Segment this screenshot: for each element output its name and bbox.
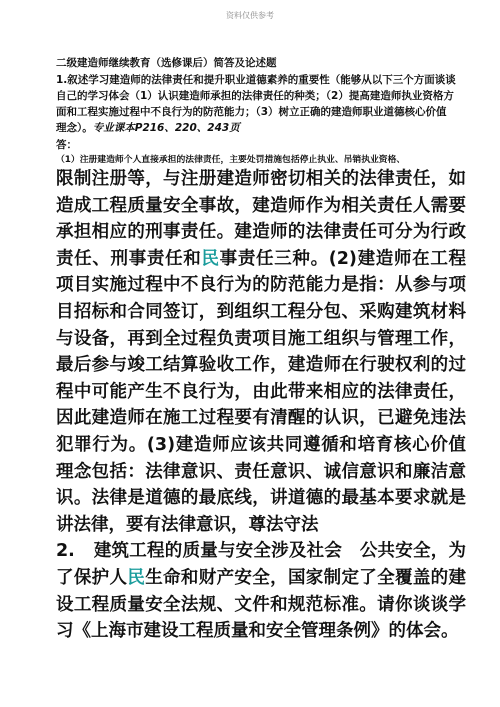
answer-text-part-b: 事责任三种。(2)建造师在工程项目实施过程中不良行为的防范能力是指：从参与项目招标和合同签订，到组织工程分包、采购建筑材料与设备，再到全过程负责项目施工组织与管理工作，最后参与竣工结算验收工作，建造师在行驶权利的过程中可能产生不良行为，由此带来相应的法律责任，因此建造师在施工过程要有清醒的认识，已避免违法犯罪行为。(3)建造师应该共同遵循和培育核心价值理念包括：法律意识、责任意识、诚信意识和廉洁意识。法律是道德的最底线，讲道德的最基本要求就是讲法律，要有法律意识，尊法守法 — [56, 248, 467, 535]
page-header-note: 资料仅供参考 — [226, 11, 274, 20]
question-2-highlight: 民 — [127, 567, 146, 588]
question-1-text: 1.叙述学习建造师的法律责任和提升职业道德素养的重要性（能够从以下三个方面谈谈自己的学习体会（1）认识建造师承担的法律责任的种类；（2）提高建造师执业资格方面和工程实施过程中不良行为的防范能力；（3）树立正确的建造师职业道德核心价值理念）。 — [56, 74, 456, 134]
answer-paragraph — [56, 166, 466, 538]
question-2-text-b: 生命和财产安全，国家制定了全覆盖的建设工程质量安全法规、文件和规范标准。请你谈谈学习《上海市建设工程质量和安全管理条例》的体会。 — [56, 567, 467, 642]
document-title: 二级建造师继续教育（选修课后）简答及论述题 — [56, 57, 277, 69]
question-2-text-a: 建筑工程的质量与安全涉及社会 公共安全，为了保护人 — [56, 541, 466, 588]
answer-first-line: （1）注册建造师个人直接承担的法律责任，主要处罚措施包括停止执业、吊销执业资格、 — [56, 155, 406, 165]
answer-text-part-a: 限制注册等，与注册建造师密切相关的法律责任，如造成工程质量安全事故，建造师作为相关责任人需要承担相应的刑事责任。建造师的法律责任可分为行政责任、刑事责任和 — [56, 169, 466, 269]
question-2-number: 2. — [56, 541, 75, 562]
answer-label: 答： — [56, 139, 77, 151]
answer-body — [56, 166, 466, 645]
answer-text-highlight: 民 — [201, 248, 220, 269]
question-2 — [56, 538, 466, 644]
question-1 — [56, 72, 456, 136]
question-1-reference: 专业课本P216、220、243页 — [92, 122, 240, 134]
